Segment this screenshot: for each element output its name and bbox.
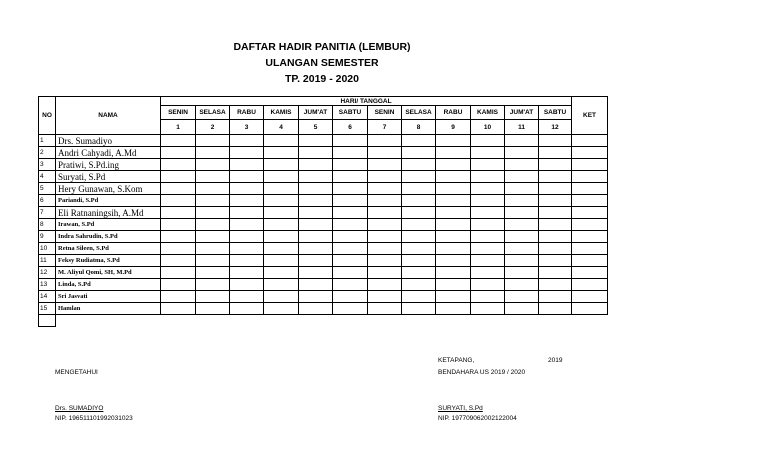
attendance-cell[interactable] <box>539 219 572 231</box>
table-row <box>39 267 608 279</box>
attendance-cell[interactable] <box>230 171 264 183</box>
attendance-cell[interactable] <box>436 231 471 243</box>
attendance-cell[interactable] <box>402 219 436 231</box>
header-no: NO <box>39 97 56 135</box>
attendance-cell[interactable] <box>230 303 264 315</box>
attendance-cell[interactable] <box>368 291 402 303</box>
table-row <box>39 255 608 267</box>
attendance-cell[interactable] <box>505 255 539 267</box>
ket-cell[interactable] <box>572 219 608 231</box>
attendance-cell[interactable] <box>471 231 505 243</box>
attendance-cell[interactable] <box>196 267 230 279</box>
attendance-cell[interactable] <box>230 219 264 231</box>
row-name: Sri Jasvati <box>56 291 161 303</box>
attendance-cell[interactable] <box>539 255 572 267</box>
day-number: 12 <box>539 120 572 135</box>
attendance-cell[interactable] <box>368 279 402 291</box>
blank-cell <box>56 315 608 327</box>
attendance-cell[interactable] <box>161 171 196 183</box>
attendance-cell[interactable] <box>436 255 471 267</box>
attendance-cell[interactable] <box>161 183 196 195</box>
attendance-cell[interactable] <box>368 231 402 243</box>
attendance-cell[interactable] <box>471 159 505 171</box>
row-number: 15 <box>39 303 56 315</box>
attendance-cell[interactable] <box>402 147 436 159</box>
attendance-cell[interactable] <box>471 243 505 255</box>
attendance-cell[interactable] <box>402 279 436 291</box>
attendance-cell[interactable] <box>299 207 333 219</box>
attendance-cell[interactable] <box>333 171 368 183</box>
footer-right-year: 2019 <box>548 357 563 364</box>
attendance-cell[interactable] <box>436 219 471 231</box>
day-number: 9 <box>436 120 471 135</box>
footer-left-name: Drs. SUMADIYO <box>55 405 104 412</box>
ket-cell[interactable] <box>572 135 608 147</box>
attendance-cell[interactable] <box>299 231 333 243</box>
attendance-cell[interactable] <box>436 147 471 159</box>
attendance-cell[interactable] <box>539 279 572 291</box>
attendance-cell[interactable] <box>161 267 196 279</box>
attendance-cell[interactable] <box>402 303 436 315</box>
attendance-cell[interactable] <box>196 279 230 291</box>
row-number: 14 <box>39 291 56 303</box>
attendance-cell[interactable] <box>161 303 196 315</box>
table-row <box>39 147 608 159</box>
attendance-cell[interactable] <box>436 291 471 303</box>
attendance-cell[interactable] <box>471 183 505 195</box>
attendance-cell[interactable] <box>196 219 230 231</box>
attendance-cell[interactable] <box>539 147 572 159</box>
attendance-cell[interactable] <box>196 255 230 267</box>
attendance-cell[interactable] <box>264 267 299 279</box>
attendance-cell[interactable] <box>539 135 572 147</box>
attendance-cell[interactable] <box>264 303 299 315</box>
row-number: 13 <box>39 279 56 291</box>
row-name: Andri Cahyadi, A.Md <box>56 147 161 159</box>
attendance-cell[interactable] <box>196 207 230 219</box>
attendance-cell[interactable] <box>368 207 402 219</box>
row-name: Hery Gunawan, S.Kom <box>56 183 161 195</box>
row-number: 12 <box>39 267 56 279</box>
day-header: SENIN <box>368 106 402 120</box>
day-header: SABTU <box>539 106 572 120</box>
attendance-cell[interactable] <box>264 279 299 291</box>
day-number: 8 <box>402 120 436 135</box>
table-row <box>39 219 608 231</box>
ket-cell[interactable] <box>572 195 608 207</box>
attendance-cell[interactable] <box>161 279 196 291</box>
attendance-cell[interactable] <box>539 159 572 171</box>
attendance-cell[interactable] <box>196 231 230 243</box>
attendance-cell[interactable] <box>333 159 368 171</box>
attendance-cell[interactable] <box>196 135 230 147</box>
attendance-cell[interactable] <box>264 159 299 171</box>
attendance-cell[interactable] <box>402 135 436 147</box>
footer-right-place: KETAPANG, <box>438 357 475 364</box>
attendance-cell[interactable] <box>230 231 264 243</box>
attendance-cell[interactable] <box>196 159 230 171</box>
attendance-cell[interactable] <box>368 243 402 255</box>
table-row <box>39 171 608 183</box>
header-hari-tanggal: HARI/ TANGGAL <box>161 97 572 106</box>
ket-cell[interactable] <box>572 207 608 219</box>
attendance-cell[interactable] <box>333 303 368 315</box>
attendance-cell[interactable] <box>299 171 333 183</box>
attendance-cell[interactable] <box>471 291 505 303</box>
row-number: 2 <box>39 147 56 159</box>
title-line-2: ULANGAN SEMESTER <box>265 57 379 69</box>
attendance-cell[interactable] <box>299 183 333 195</box>
row-name: Pariandi, S.Pd <box>56 195 161 207</box>
day-number: 2 <box>196 120 230 135</box>
attendance-cell[interactable] <box>264 171 299 183</box>
day-header: SENIN <box>161 106 196 120</box>
attendance-cell[interactable] <box>333 255 368 267</box>
attendance-cell[interactable] <box>471 303 505 315</box>
attendance-cell[interactable] <box>230 147 264 159</box>
attendance-cell[interactable] <box>196 183 230 195</box>
attendance-cell[interactable] <box>264 291 299 303</box>
footer-right-nip: NIP. 197709062002122004 <box>438 415 517 422</box>
day-number: 1 <box>161 120 196 135</box>
attendance-cell[interactable] <box>161 219 196 231</box>
attendance-cell[interactable] <box>402 183 436 195</box>
ket-cell[interactable] <box>572 243 608 255</box>
day-header: JUM'AT <box>505 106 539 120</box>
attendance-cell[interactable] <box>333 195 368 207</box>
row-number: 5 <box>39 183 56 195</box>
attendance-cell[interactable] <box>196 195 230 207</box>
attendance-cell[interactable] <box>436 267 471 279</box>
attendance-cell[interactable] <box>471 279 505 291</box>
attendance-cell[interactable] <box>505 279 539 291</box>
attendance-cell[interactable] <box>230 159 264 171</box>
attendance-cell[interactable] <box>505 171 539 183</box>
day-number: 4 <box>264 120 299 135</box>
attendance-cell[interactable] <box>230 267 264 279</box>
attendance-cell[interactable] <box>230 207 264 219</box>
attendance-cell[interactable] <box>505 135 539 147</box>
day-number: 11 <box>505 120 539 135</box>
attendance-cell[interactable] <box>471 255 505 267</box>
attendance-cell[interactable] <box>436 171 471 183</box>
attendance-cell[interactable] <box>161 291 196 303</box>
attendance-cell[interactable] <box>505 303 539 315</box>
attendance-cell[interactable] <box>402 291 436 303</box>
ket-cell[interactable] <box>572 279 608 291</box>
attendance-cell[interactable] <box>230 195 264 207</box>
attendance-cell[interactable] <box>402 159 436 171</box>
attendance-cell[interactable] <box>299 243 333 255</box>
footer-left-label: MENGETAHUI <box>55 369 98 376</box>
attendance-table <box>38 96 608 327</box>
attendance-cell[interactable] <box>333 267 368 279</box>
footer-right-name: SURYATI, S.Pd <box>438 405 483 412</box>
attendance-cell[interactable] <box>161 159 196 171</box>
ket-cell[interactable] <box>572 303 608 315</box>
attendance-cell[interactable] <box>161 135 196 147</box>
day-header: RABU <box>230 106 264 120</box>
row-name: Feksy Rudiatma, S.Pd <box>56 255 161 267</box>
attendance-cell[interactable] <box>196 147 230 159</box>
day-number: 3 <box>230 120 264 135</box>
day-header: KAMIS <box>471 106 505 120</box>
attendance-cell[interactable] <box>299 279 333 291</box>
table-row <box>39 207 608 219</box>
table-row <box>39 291 608 303</box>
title-line-1: DAFTAR HADIR PANITIA (LEMBUR) <box>233 41 411 53</box>
attendance-cell[interactable] <box>402 255 436 267</box>
ket-cell[interactable] <box>572 147 608 159</box>
title-line-3: TP. 2019 - 2020 <box>285 73 359 85</box>
attendance-cell[interactable] <box>436 195 471 207</box>
attendance-cell[interactable] <box>471 267 505 279</box>
row-name: Retna Sileen, S.Pd <box>56 243 161 255</box>
attendance-cell[interactable] <box>230 243 264 255</box>
attendance-cell[interactable] <box>299 195 333 207</box>
attendance-cell[interactable] <box>402 267 436 279</box>
attendance-cell[interactable] <box>471 207 505 219</box>
attendance-cell[interactable] <box>436 279 471 291</box>
row-number: 8 <box>39 219 56 231</box>
row-number: 10 <box>39 243 56 255</box>
row-name: Suryati, S.Pd <box>56 171 161 183</box>
attendance-cell[interactable] <box>505 291 539 303</box>
row-name: M. Aliyul Qomi, SH, M.Pd <box>56 267 161 279</box>
attendance-cell[interactable] <box>505 219 539 231</box>
ket-cell[interactable] <box>572 291 608 303</box>
attendance-cell[interactable] <box>196 171 230 183</box>
attendance-cell[interactable] <box>368 303 402 315</box>
attendance-cell[interactable] <box>264 195 299 207</box>
attendance-cell[interactable] <box>505 243 539 255</box>
attendance-cell[interactable] <box>299 219 333 231</box>
attendance-cell[interactable] <box>471 219 505 231</box>
attendance-cell[interactable] <box>230 279 264 291</box>
attendance-cell[interactable] <box>333 135 368 147</box>
row-number: 4 <box>39 171 56 183</box>
table-row <box>39 279 608 291</box>
row-name: Linda, S.Pd <box>56 279 161 291</box>
ket-cell[interactable] <box>572 267 608 279</box>
attendance-cell[interactable] <box>539 183 572 195</box>
row-name: Eli Ratnaningsih, A.Md <box>56 207 161 219</box>
ket-cell[interactable] <box>572 255 608 267</box>
row-number: 1 <box>39 135 56 147</box>
blank-cell <box>39 315 56 327</box>
header-nama: NAMA <box>56 97 161 135</box>
attendance-cell[interactable] <box>539 195 572 207</box>
attendance-cell[interactable] <box>436 207 471 219</box>
day-header: SABTU <box>333 106 368 120</box>
attendance-cell[interactable] <box>505 267 539 279</box>
attendance-cell[interactable] <box>505 231 539 243</box>
row-number: 3 <box>39 159 56 171</box>
row-number: 6 <box>39 195 56 207</box>
attendance-cell[interactable] <box>333 279 368 291</box>
attendance-cell[interactable] <box>539 207 572 219</box>
attendance-cell[interactable] <box>196 303 230 315</box>
attendance-cell[interactable] <box>161 255 196 267</box>
attendance-cell[interactable] <box>505 147 539 159</box>
table-row <box>39 243 608 255</box>
attendance-cell[interactable] <box>264 243 299 255</box>
row-name: Irawan, S.Pd <box>56 219 161 231</box>
attendance-cell[interactable] <box>230 255 264 267</box>
attendance-cell[interactable] <box>539 171 572 183</box>
footer-left-nip: NIP. 196511101992031023 <box>55 415 133 422</box>
row-number: 9 <box>39 231 56 243</box>
day-header: SELASA <box>402 106 436 120</box>
row-name: Indra Sahrudin, S.Pd <box>56 231 161 243</box>
table-row <box>39 303 608 315</box>
table-row <box>39 195 608 207</box>
attendance-cell[interactable] <box>368 159 402 171</box>
day-number: 7 <box>368 120 402 135</box>
attendance-cell[interactable] <box>368 219 402 231</box>
day-number: 5 <box>299 120 333 135</box>
attendance-cell[interactable] <box>333 291 368 303</box>
attendance-cell[interactable] <box>402 195 436 207</box>
attendance-cell[interactable] <box>230 291 264 303</box>
attendance-cell[interactable] <box>368 171 402 183</box>
attendance-cell[interactable] <box>196 243 230 255</box>
attendance-cell[interactable] <box>436 303 471 315</box>
attendance-cell[interactable] <box>299 303 333 315</box>
attendance-cell[interactable] <box>196 291 230 303</box>
attendance-cell[interactable] <box>539 291 572 303</box>
attendance-cell[interactable] <box>161 195 196 207</box>
attendance-cell[interactable] <box>264 147 299 159</box>
attendance-cell[interactable] <box>368 147 402 159</box>
table-row <box>39 231 608 243</box>
ket-cell[interactable] <box>572 183 608 195</box>
attendance-cell[interactable] <box>402 243 436 255</box>
table-row <box>39 135 608 147</box>
attendance-cell[interactable] <box>299 255 333 267</box>
attendance-cell[interactable] <box>505 159 539 171</box>
table-row <box>39 183 608 195</box>
attendance-cell[interactable] <box>368 183 402 195</box>
attendance-cell[interactable] <box>333 207 368 219</box>
row-name: Hamlan <box>56 303 161 315</box>
attendance-cell[interactable] <box>161 243 196 255</box>
attendance-cell[interactable] <box>264 255 299 267</box>
attendance-cell[interactable] <box>161 231 196 243</box>
attendance-cell[interactable] <box>264 207 299 219</box>
day-header: RABU <box>436 106 471 120</box>
attendance-cell[interactable] <box>471 147 505 159</box>
attendance-cell[interactable] <box>436 135 471 147</box>
attendance-cell[interactable] <box>471 195 505 207</box>
attendance-cell[interactable] <box>299 147 333 159</box>
attendance-cell[interactable] <box>230 135 264 147</box>
row-number: 7 <box>39 207 56 219</box>
attendance-cell[interactable] <box>333 183 368 195</box>
attendance-cell[interactable] <box>264 219 299 231</box>
attendance-cell[interactable] <box>471 135 505 147</box>
day-header: KAMIS <box>264 106 299 120</box>
attendance-cell[interactable] <box>368 195 402 207</box>
attendance-cell[interactable] <box>505 183 539 195</box>
attendance-cell[interactable] <box>402 171 436 183</box>
attendance-cell[interactable] <box>505 207 539 219</box>
row-name: Drs. Sumadiyo <box>56 135 161 147</box>
attendance-cell[interactable] <box>471 171 505 183</box>
attendance-cell[interactable] <box>264 231 299 243</box>
table-row <box>39 159 608 171</box>
attendance-cell[interactable] <box>333 219 368 231</box>
ket-cell[interactable] <box>572 159 608 171</box>
attendance-cell[interactable] <box>299 135 333 147</box>
attendance-cell[interactable] <box>299 267 333 279</box>
day-number: 10 <box>471 120 505 135</box>
ket-cell[interactable] <box>572 171 608 183</box>
attendance-cell[interactable] <box>539 243 572 255</box>
attendance-cell[interactable] <box>161 207 196 219</box>
attendance-cell[interactable] <box>299 291 333 303</box>
attendance-cell[interactable] <box>333 147 368 159</box>
attendance-cell[interactable] <box>368 255 402 267</box>
day-header: JUM'AT <box>299 106 333 120</box>
attendance-cell[interactable] <box>436 183 471 195</box>
attendance-cell[interactable] <box>161 147 196 159</box>
attendance-cell[interactable] <box>402 231 436 243</box>
day-number: 6 <box>333 120 368 135</box>
ket-cell[interactable] <box>572 231 608 243</box>
row-number: 11 <box>39 255 56 267</box>
attendance-cell[interactable] <box>230 183 264 195</box>
attendance-cell[interactable] <box>299 159 333 171</box>
attendance-cell[interactable] <box>264 183 299 195</box>
attendance-cell[interactable] <box>368 135 402 147</box>
attendance-cell[interactable] <box>368 267 402 279</box>
row-name: Pratiwi, S.Pd.ing <box>56 159 161 171</box>
attendance-cell[interactable] <box>539 303 572 315</box>
attendance-cell[interactable] <box>436 243 471 255</box>
day-header: SELASA <box>196 106 230 120</box>
attendance-cell[interactable] <box>436 159 471 171</box>
attendance-cell[interactable] <box>264 135 299 147</box>
attendance-cell[interactable] <box>505 195 539 207</box>
attendance-cell[interactable] <box>402 207 436 219</box>
footer-right-label: BENDAHARA US 2019 / 2020 <box>438 369 526 376</box>
attendance-cell[interactable] <box>539 267 572 279</box>
attendance-cell[interactable] <box>539 231 572 243</box>
attendance-cell[interactable] <box>333 231 368 243</box>
header-ket: KET <box>572 97 608 135</box>
attendance-cell[interactable] <box>333 243 368 255</box>
